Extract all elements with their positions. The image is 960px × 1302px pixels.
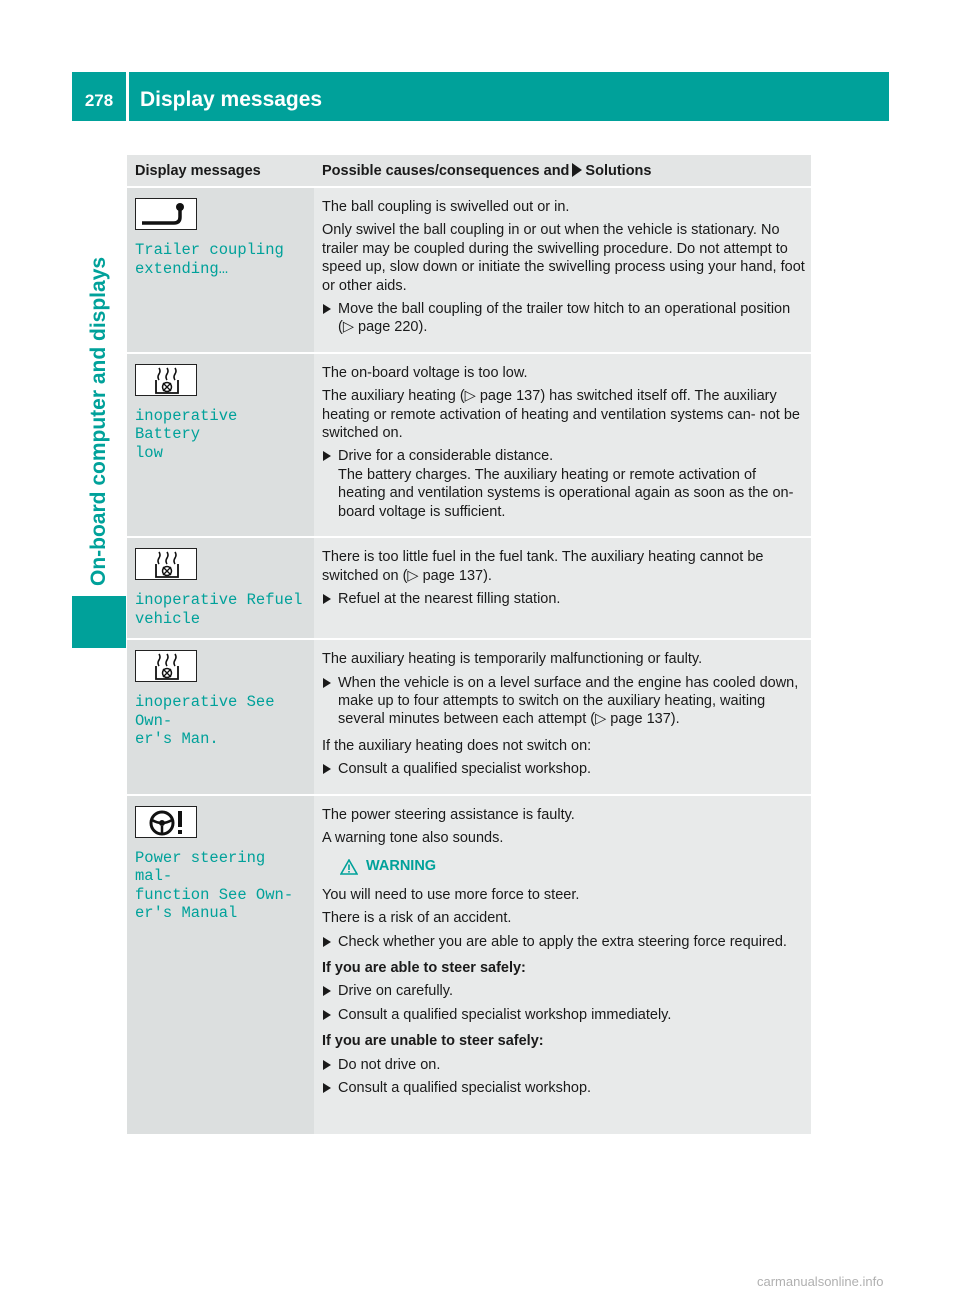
warning-text: There is a risk of an accident.	[322, 910, 512, 927]
solution-arrow-icon	[572, 163, 582, 177]
step-arrow-icon	[323, 764, 331, 774]
auxiliary-heating-icon	[135, 364, 197, 396]
solution-cell	[314, 639, 811, 794]
solution-step: Move the ball coupling of the trailer tow hitch to an operational position (▷ page 220).	[322, 300, 805, 337]
solution-step: When the vehicle is on a level surface and the engine has cooled down, make up to four attempts to switch on the auxiliary heating, waiting several minutes between each attempt (▷ page 137).	[322, 674, 805, 729]
display-message-text: inoperative Battery low	[135, 406, 238, 462]
col-header-display-messages: Display messages	[127, 155, 314, 187]
trailer-hitch-icon	[135, 198, 197, 230]
condition-heading: If you are able to steer safely:	[322, 959, 526, 976]
warning-heading	[340, 857, 805, 875]
step-arrow-icon	[323, 937, 331, 947]
display-message-text: inoperative Refuel vehicle	[135, 591, 303, 628]
auxiliary-heating-icon	[135, 548, 197, 580]
table-row	[127, 795, 811, 1135]
message-cell	[127, 537, 314, 639]
side-tab-label: On-board computer and displays	[87, 256, 110, 586]
cause-text: Only swivel the ball coupling in or out when the vehicle is stationary. No trailer may be coupled during the swivelling procedure. Do not attempt to speed up, slow down or initiate the swivelling process using your hand, foot or other aids.	[322, 222, 805, 294]
footer-watermark: carmanualsonline.info	[757, 1274, 884, 1289]
step-arrow-icon	[323, 594, 331, 604]
solution-step: Check whether you are able to apply the extra steering force required.	[322, 933, 805, 951]
table-header-row	[127, 155, 811, 187]
message-cell	[127, 639, 314, 794]
cause-text: The on-board voltage is too low.	[322, 364, 528, 381]
solution-cell	[314, 353, 811, 537]
col-header-causes: Possible causes/consequences and	[322, 162, 570, 179]
solution-step: Refuel at the nearest filling station.	[322, 590, 805, 608]
cause-text: The power steering assistance is faulty.	[322, 806, 575, 823]
display-message-text: inoperative See Own‐ er's Man.	[135, 693, 275, 749]
warning-triangle-icon	[340, 859, 358, 875]
side-tab-marker	[72, 596, 126, 648]
display-message-text: Trailer coupling extending…	[135, 241, 284, 278]
message-cell	[127, 795, 314, 1135]
solution-step: Consult a qualified specialist workshop.	[322, 760, 805, 778]
warning-label: WARNING	[366, 858, 437, 875]
display-messages-table	[127, 155, 811, 1136]
cause-text: A warning tone also sounds.	[322, 829, 504, 846]
table-row	[127, 187, 811, 353]
step-arrow-icon	[323, 986, 331, 996]
step-arrow-icon	[323, 304, 331, 314]
step-arrow-icon	[323, 1083, 331, 1093]
display-message-text: Power steering mal‐ function See Own‐ er's Manual	[135, 848, 294, 923]
auxiliary-heating-icon	[135, 650, 197, 682]
solution-cell	[314, 537, 811, 639]
solution-step: Consult a qualified specialist workshop.	[322, 1079, 805, 1097]
table-row	[127, 639, 811, 794]
page-title: Display messages	[140, 88, 323, 111]
page-number: 278	[84, 91, 114, 110]
steering-wheel-warning-icon	[135, 806, 197, 838]
solution-cell	[314, 187, 811, 353]
cause-text: There is too little fuel in the fuel tank. The auxiliary heating cannot be switched on (▷ page 137).	[322, 549, 764, 584]
cause-text: If the auxiliary heating does not switch on:	[322, 737, 592, 754]
solution-step: Do not drive on.	[322, 1056, 805, 1074]
table-row	[127, 353, 811, 537]
message-cell	[127, 353, 314, 537]
table-row	[127, 537, 811, 639]
cause-text: The auxiliary heating is temporarily malfunctioning or faulty.	[322, 651, 703, 668]
col-header-causes-solutions	[314, 155, 811, 187]
step-arrow-icon	[323, 1010, 331, 1020]
step-arrow-icon	[323, 451, 331, 461]
cause-text: The auxiliary heating (▷ page 137) has switched itself off. The auxiliary heating or remote activation of heating and ventilation systems can- not be switched on.	[322, 388, 800, 442]
col-header-solutions: Solutions	[585, 162, 652, 179]
solution-step: Consult a qualified specialist workshop immediately.	[322, 1006, 805, 1024]
step-arrow-icon	[323, 678, 331, 688]
solution-step: Drive for a considerable distance. The battery charges. The auxiliary heating or remote activation of heating and ventilation systems is operational again as soon as the on-board voltage is sufficient.	[322, 447, 805, 521]
warning-text: You will need to use more force to steer.	[322, 886, 580, 903]
cause-text: The ball coupling is swivelled out or in.	[322, 199, 570, 215]
message-cell	[127, 187, 314, 353]
solution-step: Drive on carefully.	[322, 982, 805, 1000]
solution-cell	[314, 795, 811, 1135]
step-arrow-icon	[323, 1060, 331, 1070]
header-separator	[126, 72, 129, 121]
condition-heading: If you are unable to steer safely:	[322, 1033, 544, 1050]
